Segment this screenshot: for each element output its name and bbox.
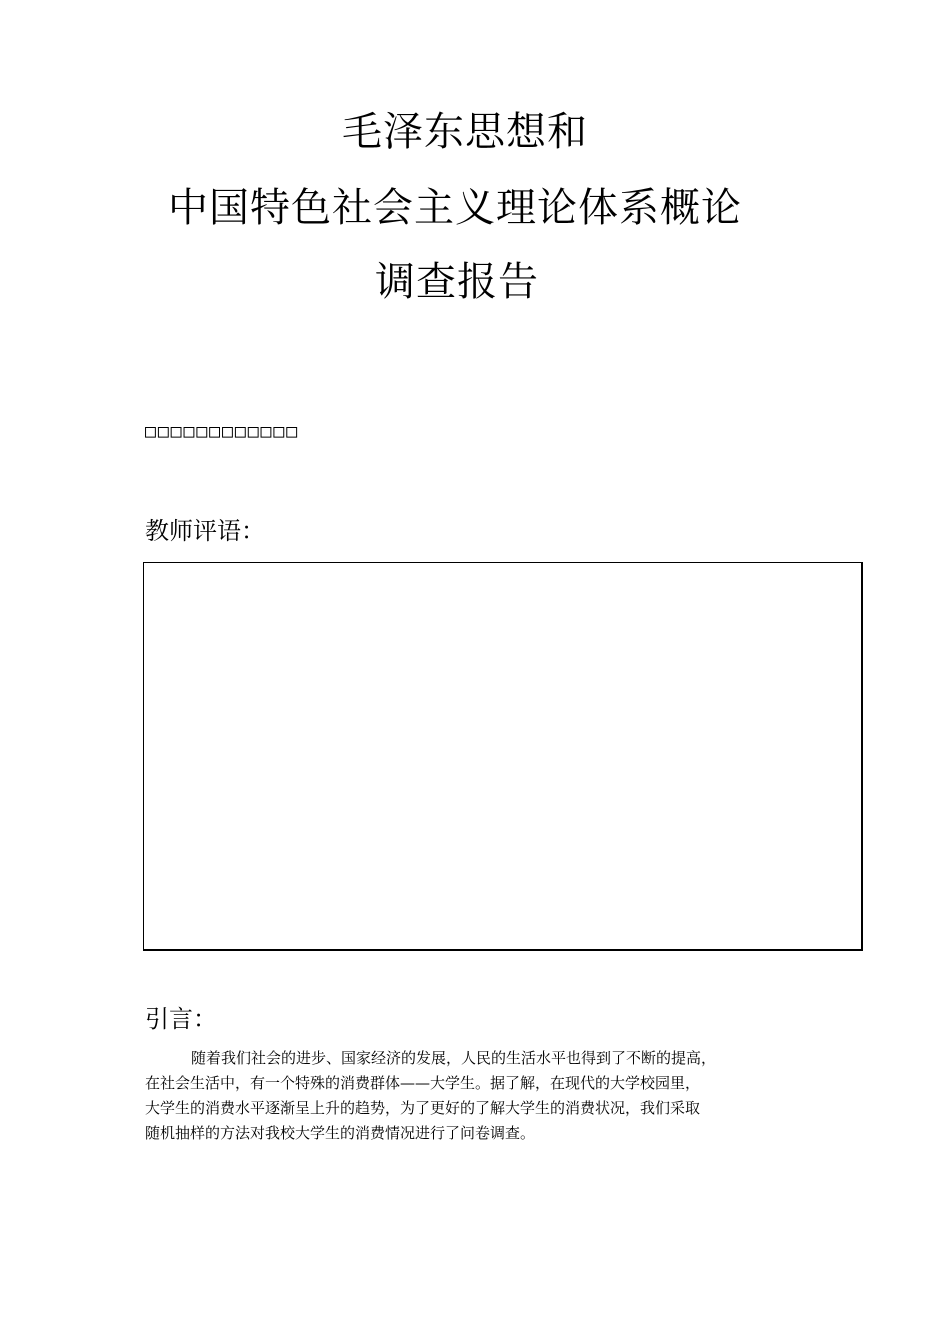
teacher-comment-heading: 教师评语： xyxy=(145,517,265,545)
introduction-line: 随机抽样的方法对我校大学生的消费情况进行了问卷调查。 xyxy=(145,1124,536,1142)
introduction-line: 大学生的消费水平逐渐呈上升的趋势，为了更好的了解大学生的消费状况，我们采取 xyxy=(145,1099,701,1117)
title-line-2: 中国特色社会主义理论体系概论 xyxy=(168,185,742,231)
introduction-paragraph xyxy=(145,1046,785,1146)
introduction-heading: 引言： xyxy=(145,1005,217,1033)
title-line-3: 调查报告 xyxy=(375,259,539,305)
teacher-comment-box xyxy=(143,562,863,951)
introduction-line: 在社会生活中，有一个特殊的消费群体——大学生。据了解，在现代的大学校园里， xyxy=(145,1074,701,1092)
title-line-1: 毛泽东思想和 xyxy=(342,109,588,155)
introduction-line: 随着我们社会的进步、国家经济的发展，人民的生活水平也得到了不断的提高， xyxy=(191,1049,717,1067)
unrendered-text-placeholder: □□□□□□□□□□□□ xyxy=(145,421,300,442)
